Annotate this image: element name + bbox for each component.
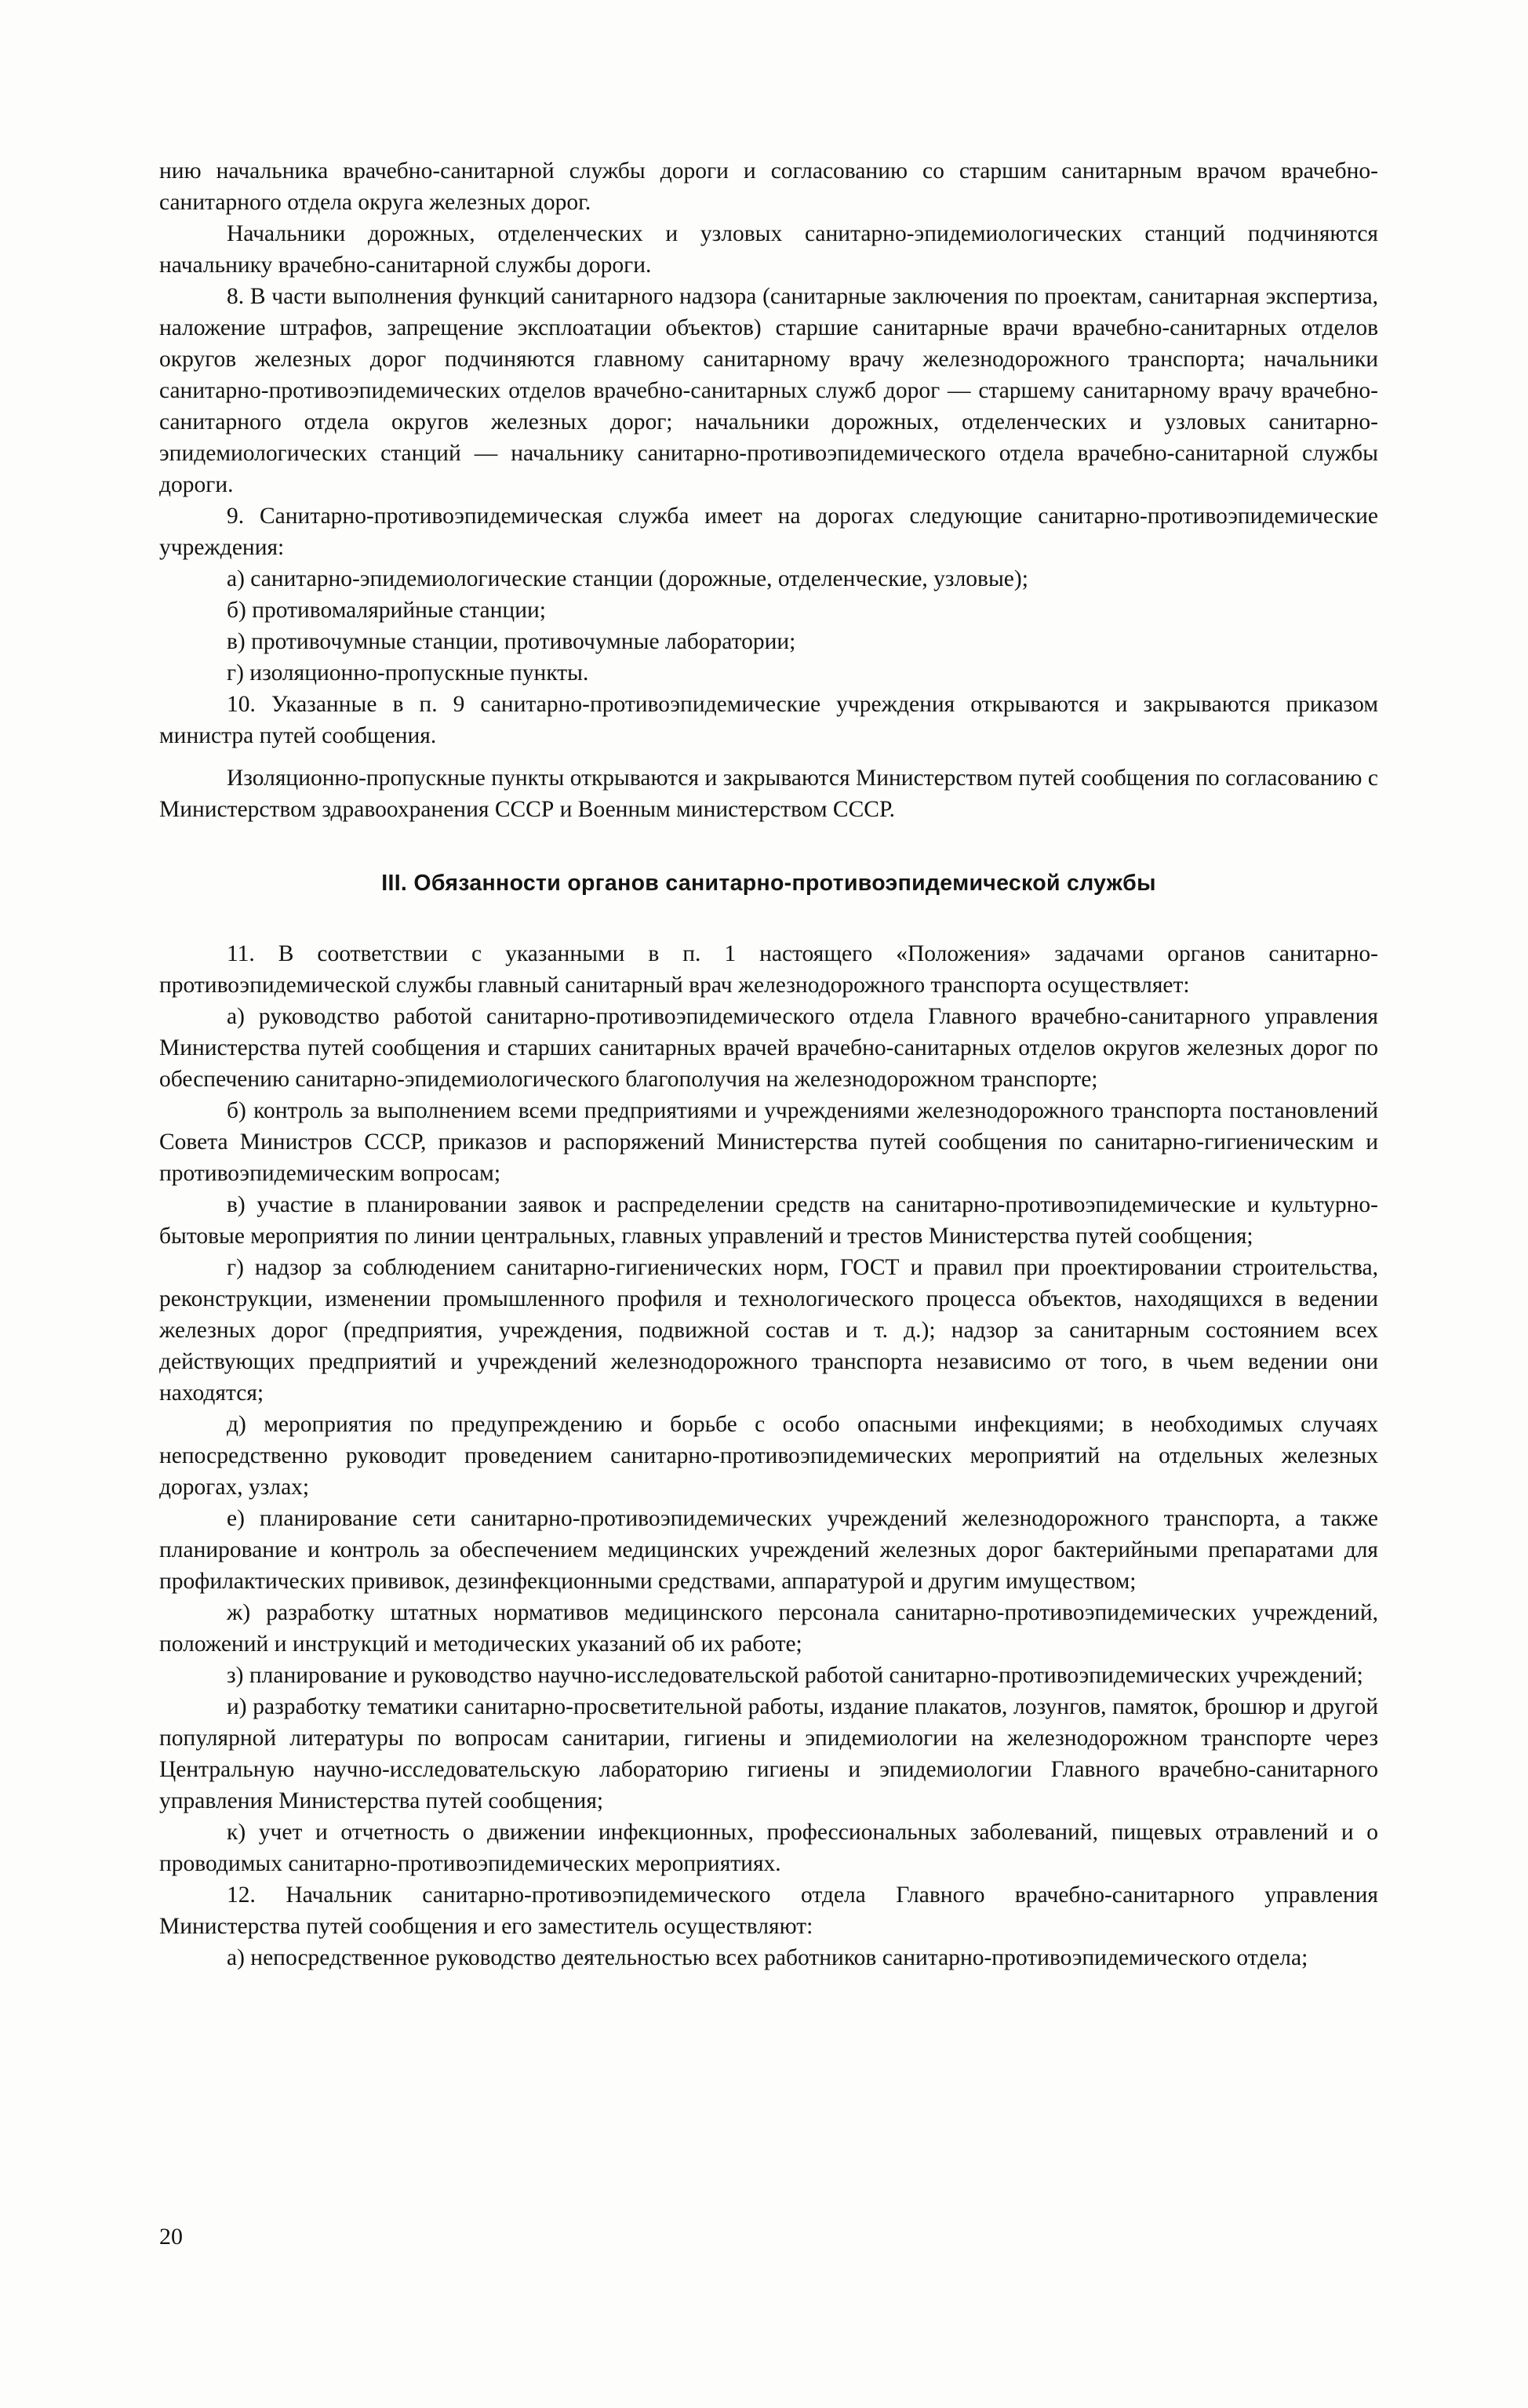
- list-item-12a: а) непосредственное руководство деятельностью всех работников санитарно-противоэпидемического отдела;: [227, 1945, 1308, 1970]
- paragraph-item-12: 12. Начальник санитарно-противоэпидемического отдела Главного врачебно-санитарного управления Министерства путей сообщения и его заместитель осуществляют:: [159, 1882, 1378, 1939]
- list-item-11z: з) планирование и руководство научно-исследовательской работой санитарно-противоэпидемических учреждений;: [227, 1663, 1363, 1688]
- page-number: 20: [159, 2224, 183, 2250]
- list-item-11b: б) контроль за выполнением всеми предприятиями и учреждениями железнодорожного транспорта постановлений Совета Министров СССР, приказов и распоряжений Министерства путей сообщения по санитарно-гигиеническим и противоэпидемическим вопросам;: [159, 1098, 1378, 1186]
- list-item-9v: в) противочумные станции, противочумные лаборатории;: [227, 629, 796, 654]
- paragraph-item-9: 9. Санитарно-противоэпидемическая служба имеет на дорогах следующие санитарно-противоэпидемические учреждения:: [159, 504, 1378, 560]
- paragraph-item-10: 10. Указанные в п. 9 санитарно-противоэпидемические учреждения открываются и закрываются приказом министра путей сообщения.: [159, 692, 1378, 748]
- list-item-9g: г) изоляционно-пропускные пункты.: [227, 660, 589, 686]
- list-item-11e: е) планирование сети санитарно-противоэпидемических учреждений железнодорожного транспорта, а также планирование и контроль за обеспечением медицинских учреждений железных дорог бактерийными препаратами для профилактических прививок, дезинфекционными средствами, аппаратурой и другим имуществом;: [159, 1506, 1378, 1594]
- paragraph-continuation: нию начальника врачебно-санитарной службы дороги и согласованию со старшим санитарным врачом врачебно-санитарного отдела округа железных дорог.: [159, 158, 1378, 215]
- paragraph-item-8: 8. В части выполнения функций санитарного надзора (санитарные заключения по проектам, санитарная экспертиза, наложение штрафов, запрещение эксплоатации объектов) старшие санитарные врачи врачебно-санитарных отделов округов железных дорог подчиняются главному санитарному врачу железнодорожного транспорта; начальники санитарно-противоэпидемических отделов врачебно-санитарных служб дорог — старшему санитарному врачу врачебно-санитарного отдела округов железных дорог; начальники дорожных, отделенческих и узловых санитарно-эпидемиологических станций — начальнику санитарно-противоэпидемического отдела врачебно-санитарной службы дороги.: [159, 284, 1378, 497]
- list-item-9b: б) противомалярийные станции;: [227, 598, 546, 623]
- paragraph-subordination: Начальники дорожных, отделенческих и узловых санитарно-эпидемиологических станций подчиняются начальнику врачебно-санитарной службы дороги.: [159, 221, 1378, 278]
- paragraph-item-11: 11. В соответствии с указанными в п. 1 настоящего «Положения» задачами органов санитарно-противоэпидемической службы главный санитарный врач железнодорожного транспорта осуществляет:: [159, 941, 1378, 998]
- list-item-11d: д) мероприятия по предупреждению и борьбе с особо опасными инфекциями; в необходимых случаях непосредственно руководит проведением санитарно-противоэпидемических мероприятий на отдельных железных дорогах, узлах;: [159, 1412, 1378, 1500]
- list-item-11zh: ж) разработку штатных нормативов медицинского персонала санитарно-противоэпидемических учреждений, положений и инструкций и методических указаний об их работе;: [159, 1600, 1378, 1657]
- section-heading: III. Обязанности органов санитарно-противоэпидемической службы: [381, 871, 1156, 896]
- list-item-9a: а) санитарно-эпидемиологические станции (дорожные, отделенческие, узловые);: [227, 566, 1028, 591]
- list-item-11i: и) разработку тематики санитарно-просветительной работы, издание плакатов, лозунгов, памяток, брошюр и другой популярной литературы по вопросам санитарии, гигиены и эпидемиологии на железнодорожном транспорте через Центральную научно-исследовательскую лабораторию гигиены и эпидемиологии Главного врачебно-санитарного управления Министерства путей сообщения;: [159, 1694, 1378, 1813]
- list-item-11v: в) участие в планировании заявок и распределении средств на санитарно-противоэпидемические и культурно-бытовые мероприятия по линии центральных, главных управлений и трестов Министерства путей сообщения;: [159, 1192, 1378, 1249]
- list-item-11g: г) надзор за соблюдением санитарно-гигиенических норм, ГОСТ и правил при проектировании строительства, реконструкции, изменении промышленного профиля и технологического процесса объектов, находящихся в ведении железных дорог (предприятия, учреждения, подвижной состав и т. д.); надзор за санитарным состоянием всех действующих предприятий и учреждений железнодорожного транспорта независимо от того, в чьем ведении они находятся;: [159, 1255, 1378, 1406]
- paragraph-isolation-points: Изоляционно-пропускные пункты открываются и закрываются Министерством путей сообщения по согласованию с Министерством здравоохранения СССР и Военным министерством СССР.: [159, 766, 1378, 822]
- list-item-11a: а) руководство работой санитарно-противоэпидемического отдела Главного врачебно-санитарного управления Министерства путей сообщения и старших санитарных врачей врачебно-санитарных отделов округов железных дорог по обеспечению санитарно-эпидемиологического благополучия на железнодорожном транспорте;: [159, 1004, 1378, 1092]
- list-item-11k: к) учет и отчетность о движении инфекционных, профессиональных заболеваний, пищевых отравлений и о проводимых санитарно-противоэпидемических мероприятиях.: [159, 1820, 1378, 1876]
- text-column: [159, 155, 1378, 1973]
